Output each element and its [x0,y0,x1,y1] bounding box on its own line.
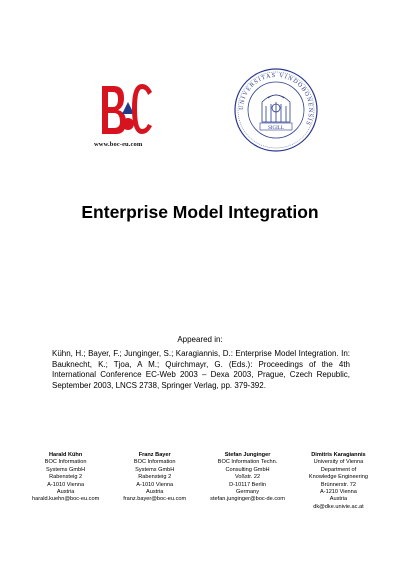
author-email[interactable]: dk@dke.univie.ac.at [313,503,364,510]
citation-text: Kühn, H.; Bayer, F.; Junginger, S.; Karagiannis, D.: Enterprise Model Integration. In: Bauknecht, K.; Tjoa, A M.; Quirchmayr, G. (Eds.): Proceedings of the 4th International Conference EC-Web 2003 – Dexa 2003, Prague, Czech Republic, September 2003, LNCS 2738, Springer Verlag, pp. 379-392. [52,349,350,390]
authors-block [32,452,368,511]
appeared-label: Appeared in: [177,335,223,344]
svg-text:UNIVERSITAS VINDOBONENSIS: UNIVERSITAS VINDOBONENSIS [238,72,314,127]
author-line: Department of [320,466,357,473]
university-seal [234,68,318,152]
author-line: Austria [329,496,348,503]
author-line: A-1010 Vienna [47,481,85,488]
author-line: Austria [146,489,164,496]
author-line: Voßstr. 22 [234,474,261,481]
author-line: University of Vienna [313,459,364,466]
boc-logo [96,78,156,150]
author-email[interactable]: stefan.junginger@boc-de.com [210,496,285,503]
author-name: Dimitris Karagiannis [311,452,366,458]
author-email[interactable]: harald.kuehn@boc-eu.com [32,496,100,503]
author-card [309,452,368,511]
author-line: BOC Information [44,459,87,466]
author-line: A-1210 Vienna [319,489,357,496]
author-line: Rabensteig 2 [138,474,172,481]
author-line: A-1010 Vienna [136,481,174,488]
page-title: Enterprise Model Integration [81,202,319,222]
author-line: Consulting GmbH [225,466,270,473]
author-email[interactable]: franz.bayer@boc-eu.com [123,496,187,503]
author-name: Franz Bayer [138,452,171,458]
author-card [32,452,99,511]
author-line: Systems GmbH [135,466,175,473]
author-line: BOC Information [133,459,176,466]
author-line: D-10117 Berlin [229,481,266,488]
author-line: Austria [56,489,75,496]
author-line: Systems GmbH [46,466,86,473]
author-line: Brünnerstr. 72 [320,481,357,488]
author-line: Germany [236,489,260,496]
svg-text:SIGILL: SIGILL [268,126,284,131]
author-line: Rabensteig 2 [49,474,83,481]
author-card [210,452,285,511]
boc-url: www.boc-eu.com [94,141,143,148]
author-name: Stefan Junginger [224,452,271,458]
author-line: Knowledge Engineering [308,474,368,481]
author-card [123,452,186,511]
author-line: BOC Information Techn. [217,459,278,466]
author-name: Harald Kühn [48,452,83,458]
